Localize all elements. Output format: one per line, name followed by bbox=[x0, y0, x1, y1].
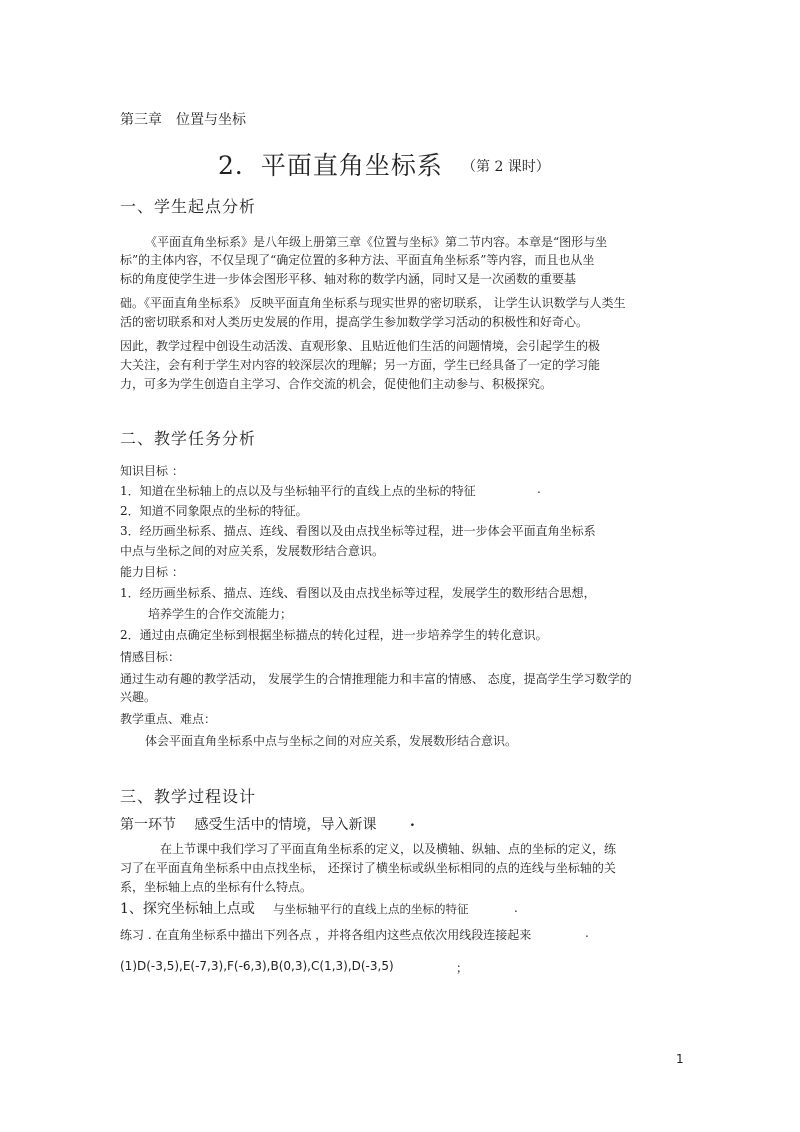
paragraph-line: 在上节课中我们学习了平面直角坐标系的定义，以及横轴、纵轴、点的坐标的定义，练 bbox=[160, 842, 617, 856]
main-title-note: （第 2 课时） bbox=[462, 159, 550, 175]
step1-end: . bbox=[410, 814, 415, 830]
list-item: 3．经历画坐标系、描点、连线、看图以及由点找坐标等过程，进一步体会平面直角坐标系 bbox=[120, 524, 596, 538]
chapter-title: 第三章 位置与坐标 bbox=[120, 112, 246, 128]
list-item: 1．知道在坐标轴上的点以及与坐标轴平行的直线上点的坐标的特征 bbox=[120, 484, 476, 498]
paragraph-line: 大关注，会有利于学生对内容的较深层次的理解；另一方面，学生已经具备了一定的学习能 bbox=[120, 358, 601, 372]
list-item: 培养学生的合作交流能力； bbox=[148, 607, 293, 621]
list-item: 2．通过由点确定坐标到根据坐标描点的转化过程，进一步培养学生的转化意识。 bbox=[120, 628, 548, 642]
paragraph-line: 习了在平面直角坐标系中由点找坐标， 还探讨了横坐标或纵坐标相同的点的连线与坐标轴的关 bbox=[120, 861, 616, 875]
knowledge-label: 知识目标 ： bbox=[120, 464, 184, 478]
key-label: 教学重点、难点： bbox=[120, 712, 217, 726]
exercise-text: 练习 . 在直角坐标系中描出下列各点 ，并将各组内这些点依次用线段连接起来 bbox=[120, 928, 532, 942]
paragraph-line: 活的密切联系和对人类历史发展的作用，提高学生参加数学学习活动的积极性和好奇心。 bbox=[120, 315, 589, 329]
key-text: 体会平面直角坐标系中点与坐标之间的对应关系，发展数形结合意识。 bbox=[145, 734, 518, 748]
paragraph-line: 兴趣。 bbox=[120, 690, 157, 704]
points-list: (1)D(-3,5),E(-7,3),F(-6,3),B(0,3),C(1,3),D(-3,5) bbox=[120, 959, 394, 973]
paragraph-line: 标”的主体内容，不仅呈现了“确定位置的多种方法、平面直角坐标系”等内容，而且也从坐 bbox=[120, 253, 595, 267]
page-number: 1 bbox=[676, 1052, 684, 1066]
section3-heading: 三、教学过程设计 bbox=[120, 787, 257, 806]
list-item: 1．经历画坐标系、描点、连线、看图以及由点找坐标等过程，发展学生的数形结合思想， bbox=[120, 586, 596, 600]
subsection-end: . bbox=[514, 901, 518, 915]
section2-heading: 二、教学任务分析 bbox=[120, 429, 257, 448]
main-title: 2．平面直角坐标系 bbox=[218, 151, 443, 180]
points-end: ； bbox=[456, 961, 469, 975]
paragraph-line: 力，可多为学生创造自主学习、合作交流的机会，促使他们主动参与、积极探究。 bbox=[120, 377, 553, 391]
paragraph-line: 标的角度使学生进一步体会图形平移、轴对称的数学内涵，同时又是一次函数的重要基 bbox=[120, 272, 577, 286]
emotion-label: 情感目标： bbox=[120, 650, 181, 664]
exercise-end: . bbox=[585, 926, 589, 940]
list-item: 2．知道不同象限点的坐标的特征。 bbox=[120, 504, 308, 518]
paragraph-line: 系，坐标轴上点的坐标有什么特点。 bbox=[120, 880, 313, 894]
subsection-title: 1、探究坐标轴上点或 bbox=[120, 901, 255, 917]
paragraph-line: 通过生动有趣的教学活动， 发展学生的合情推理能力和丰富的情感、 态度，提高学生学习数学的 bbox=[120, 672, 632, 686]
ability-label: 能力目标 ： bbox=[120, 565, 184, 579]
step1-title: 第一环节 感受生活中的情境，导入新课 bbox=[120, 817, 377, 833]
list-item-end: . bbox=[537, 482, 541, 496]
subsection-title-rest: 与坐标轴平行的直线上点的坐标的特征 bbox=[273, 902, 469, 916]
paragraph-line: 础。《平面直角坐标系》 反映平面直角坐标系与现实世界的密切联系， 让学生认识数学与人类生 bbox=[120, 296, 626, 310]
list-item: 中点与坐标之间的对应关系，发展数形结合意识。 bbox=[120, 544, 385, 558]
paragraph-line: 因此，教学过程中创设生动活泼、直观形象、且贴近他们生活的问题情境，会引起学生的极 bbox=[120, 339, 601, 353]
paragraph-line: 《平面直角坐标系》是八年级上册第三章《位置与坐标》第二节内容。本章是“图形与坐 bbox=[145, 235, 608, 249]
section1-heading: 一、学生起点分析 bbox=[120, 197, 257, 216]
